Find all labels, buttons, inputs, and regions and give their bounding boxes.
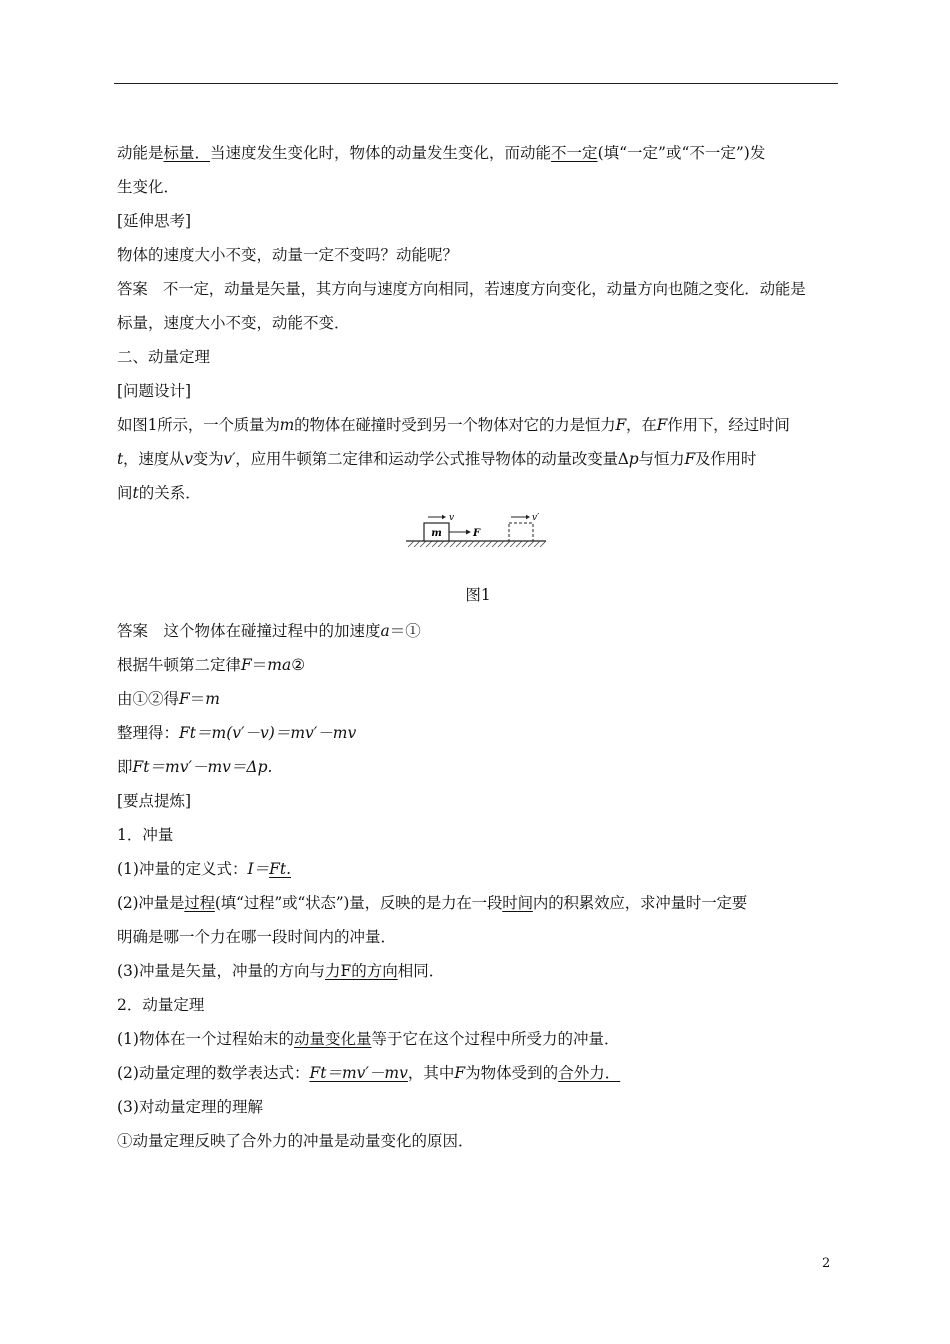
- paragraph-line: 生变化．: [117, 178, 180, 196]
- problem-heading: [问题设计]: [117, 382, 192, 400]
- figure-caption: 图1: [465, 586, 491, 604]
- problem-text: t，速度从v变为v′，应用牛顿第二定律和运动学公式推导物体的动量改变量Δp与恒力F及作用时: [117, 450, 757, 468]
- answer-line: 由①②得F＝m: [117, 690, 220, 708]
- paragraph-kinetic-energy: 动能是标量．当速度发生变化时，物体的动量发生变化，而动能不一定(填“一定”或“不一定”)发: [117, 144, 766, 162]
- blank-answer: 时间: [502, 894, 533, 912]
- theorem-point-1: ①动量定理反映了合外力的冲量是动量变化的原因．: [117, 1132, 474, 1150]
- impulse-definition: (1)冲量的定义式：I＝Ft.: [117, 860, 292, 878]
- final-velocity-label: v′: [532, 513, 540, 523]
- force-label: F: [473, 528, 481, 539]
- ground-hatching: [408, 541, 546, 547]
- velocity-label: v: [449, 513, 455, 523]
- key-points-heading: [要点提炼]: [117, 792, 192, 810]
- blank-answer: Ft＝mv′－mv: [309, 1064, 408, 1082]
- theorem-expression: (2)动量定理的数学表达式：Ft＝mv′－mv，其中F为物体受到的合外力．: [117, 1064, 621, 1082]
- block-final-position: [509, 523, 533, 541]
- problem-text: 如图1所示，一个质量为m的物体在碰撞时受到另一个物体对它的力是恒力F，在F作用下，经过时间: [117, 416, 790, 434]
- subsection-title: 1．冲量: [117, 826, 174, 844]
- page-number: 2: [822, 1256, 831, 1271]
- answer-line: 即Ft＝mv′－mv＝Δp.: [117, 758, 273, 776]
- impulse-vector: (3)冲量是矢量，冲量的方向与力F的方向相同．: [117, 962, 445, 980]
- velocity-arrowhead: [442, 515, 446, 519]
- blank-answer: 过程: [184, 894, 215, 912]
- extension-question: 物体的速度大小不变，动量一定不变吗？动能呢？: [117, 246, 459, 264]
- impulse-process-cont: 明确是哪一个力在哪一段时间内的冲量．: [117, 928, 397, 946]
- header-rule: [114, 83, 838, 84]
- blank-answer: 合外力．: [558, 1064, 621, 1082]
- section-title: 二、动量定理: [117, 348, 211, 366]
- theorem-understanding: (3)对动量定理的理解: [117, 1098, 263, 1116]
- subsection-title: 2．动量定理: [117, 996, 205, 1014]
- answer-line: 答案 这个物体在碰撞过程中的加速度a＝①: [117, 622, 421, 640]
- extension-heading: [延伸思考]: [117, 212, 192, 230]
- blank-answer: 不一定: [551, 144, 598, 162]
- force-arrowhead: [466, 530, 471, 535]
- answer-line: 根据牛顿第二定律F＝ma②: [117, 656, 306, 674]
- blank-answer: 动量变化量: [293, 1030, 372, 1048]
- block-mass-label: m: [431, 528, 442, 539]
- theorem-statement: (1)物体在一个过程始末的动量变化量等于它在这个过程中所受力的冲量．: [117, 1030, 620, 1048]
- problem-text: 间t的关系．: [117, 484, 201, 502]
- extension-answer-cont: 标量，速度大小不变，动能不变．: [117, 314, 350, 332]
- extension-answer: 答案 不一定，动量是矢量，其方向与速度方向相同，若速度方向变化，动量方向也随之变化．动能是: [117, 280, 806, 298]
- figure-1: [117, 510, 839, 578]
- blank-answer: 标量．: [163, 144, 211, 162]
- page-body: [117, 136, 839, 1158]
- answer-line: 整理得：Ft＝m(v′－v)＝mv′－mv: [117, 724, 357, 742]
- blank-answer: 力F的方向: [324, 962, 398, 980]
- collision-diagram: [404, 510, 554, 554]
- impulse-process: (2)冲量是过程(填“过程”或“状态”)量，反映的是力在一段时间内的积累效应，求冲量时一定要: [117, 894, 748, 912]
- final-velocity-arrowhead: [526, 515, 530, 519]
- blank-answer: Ft.: [269, 860, 292, 878]
